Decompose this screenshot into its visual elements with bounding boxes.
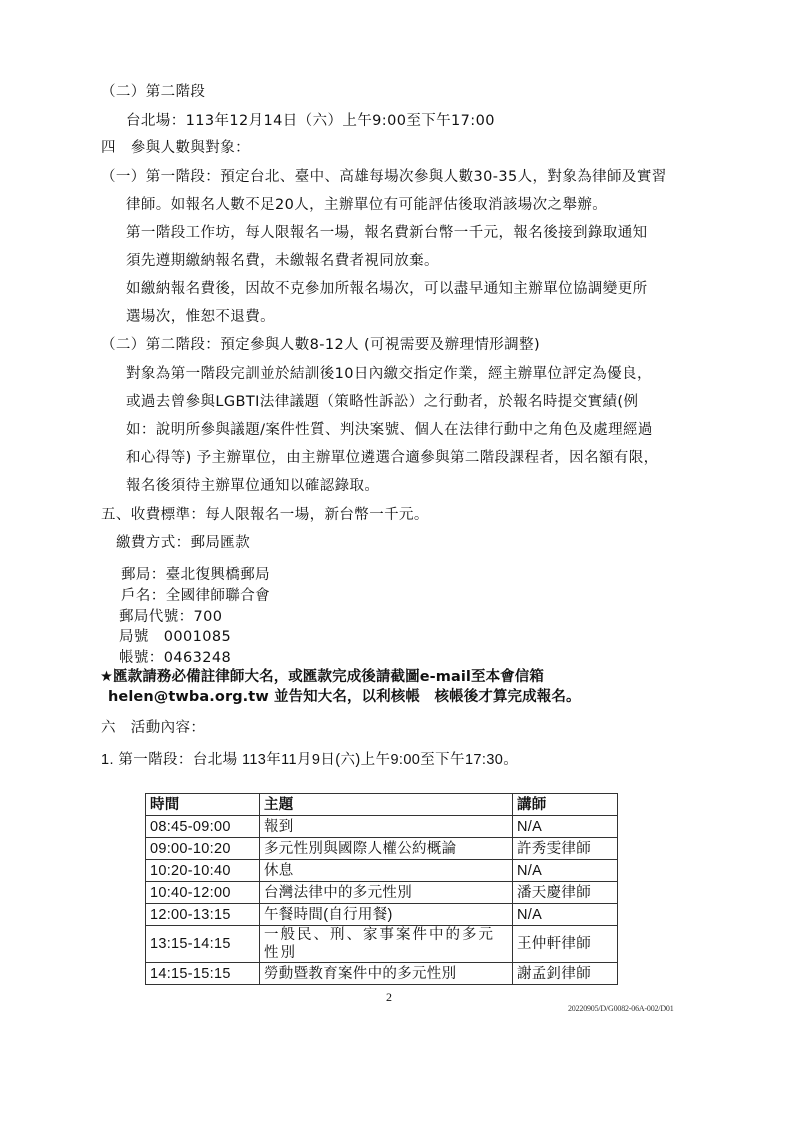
section-5-heading: 五、收費標準：每人限報名一場，新台幣一千元。 [101, 507, 429, 523]
post-office: 郵局：臺北復興橋郵局 [121, 567, 270, 583]
cell-speaker: N/A [513, 816, 618, 838]
section-3-2-heading: （二）第二階段 [101, 84, 206, 100]
section-4-2-line: 或過去曾參與LGBTI法律議題（策略性訴訟）之行動者，於報名時提交實績(例 [126, 394, 639, 410]
payment-notice-line: helen@twba.org.tw 並告知大名，以利核帳 核帳後才算完成報名。 [108, 689, 581, 705]
table-row [146, 838, 618, 860]
table-row [146, 882, 618, 904]
cell-time: 09:00-10:20 [146, 838, 260, 860]
column-header-time: 時間 [146, 794, 260, 816]
cell-speaker: N/A [513, 860, 618, 882]
table-row [146, 926, 618, 963]
section-4-heading: 四 參與人數與對象： [101, 140, 250, 156]
cell-speaker: N/A [513, 904, 618, 926]
cell-time: 12:00-13:15 [146, 904, 260, 926]
payment-notice-line: ★匯款請務必備註律師大名，或匯款完成後請截圖e-mail至本會信箱 [100, 669, 544, 685]
cell-time: 10:20-10:40 [146, 860, 260, 882]
schedule-table [145, 793, 618, 985]
cell-topic: 多元性別與國際人權公約概論 [260, 838, 513, 860]
cell-speaker: 王仲軒律師 [513, 926, 618, 963]
column-header-speaker: 講師 [513, 794, 618, 816]
table-row [146, 816, 618, 838]
section-4-1-line: （一）第一階段：預定台北、臺中、高雄每場次參與人數30-35人，對象為律師及實習 [101, 169, 667, 185]
branch-number: 局號 0001085 [119, 629, 232, 645]
section-4-1-line: 如繳納報名費後，因故不克參加所報名場次，可以盡早通知主辦單位協調變更所 [126, 281, 648, 297]
account-number: 帳號：0463248 [119, 650, 232, 666]
cell-topic: 報到 [260, 816, 513, 838]
section-4-2-line: 如：說明所參與議題/案件性質、判決案號、個人在法律行動中之角色及處理經過 [126, 422, 653, 438]
cell-topic: 勞動暨教育案件中的多元性別 [260, 963, 513, 985]
cell-time: 14:15-15:15 [146, 963, 260, 985]
section-4-2-line: 和心得等) 予主辦單位，由主辦單位遴選合適參與第二階段課程者，因名額有限， [126, 450, 659, 466]
section-4-1-line: 律師。如報名人數不足20人，主辦單位有可能評估後取消該場次之舉辦。 [126, 197, 608, 213]
cell-topic: 台灣法律中的多元性別 [260, 882, 513, 904]
section-4-2-line: 對象為第一階段完訓並於結訓後10日內繳交指定作業，經主辦單位評定為優良， [126, 366, 652, 382]
section-3-2-taipei-date: 台北場：113年12月14日（六）上午9:00至下午17:00 [126, 113, 495, 129]
section-4-1-line: 選場次，惟恕不退費。 [126, 309, 275, 325]
section-6-heading: 六 活動內容： [101, 720, 206, 736]
table-row [146, 963, 618, 985]
column-header-topic: 主題 [260, 794, 513, 816]
cell-topic: 休息 [260, 860, 513, 882]
cell-topic: 午餐時間(自行用餐) [260, 904, 513, 926]
cell-speaker: 謝孟釗律師 [513, 963, 618, 985]
table-header-row [146, 794, 618, 816]
section-6-item-1: 1. 第一階段：台北場 113年11月9日(六)上午9:00至下午17:30。 [101, 752, 519, 768]
section-4-2-line: 報名後須待主辦單位通知以確認錄取。 [126, 478, 380, 494]
cell-speaker: 許秀雯律師 [513, 838, 618, 860]
cell-time: 10:40-12:00 [146, 882, 260, 904]
section-4-1-line: 須先遵期繳納報名費，未繳報名費者視同放棄。 [126, 253, 439, 269]
cell-time: 13:15-14:15 [146, 926, 260, 963]
page-number: 2 [386, 990, 392, 1004]
document-id: 20220905/D/G0082-06A-002/D01 [568, 1004, 674, 1013]
payment-method: 繳費方式：郵局匯款 [116, 535, 251, 551]
account-name: 戶名：全國律師聯合會 [121, 588, 270, 604]
table-row [146, 860, 618, 882]
table-row [146, 904, 618, 926]
cell-time: 08:45-09:00 [146, 816, 260, 838]
cell-speaker: 潘天慶律師 [513, 882, 618, 904]
cell-topic: 一般民、刑、家事案件中的多元性別 [260, 926, 513, 963]
post-code: 郵局代號：700 [119, 609, 223, 625]
section-4-2-line: （二）第二階段：預定參與人數8-12人 (可視需要及辦理情形調整) [101, 337, 541, 353]
section-4-1-line: 第一階段工作坊，每人限報名一場，報名費新台幣一千元，報名後接到錄取通知 [126, 225, 648, 241]
